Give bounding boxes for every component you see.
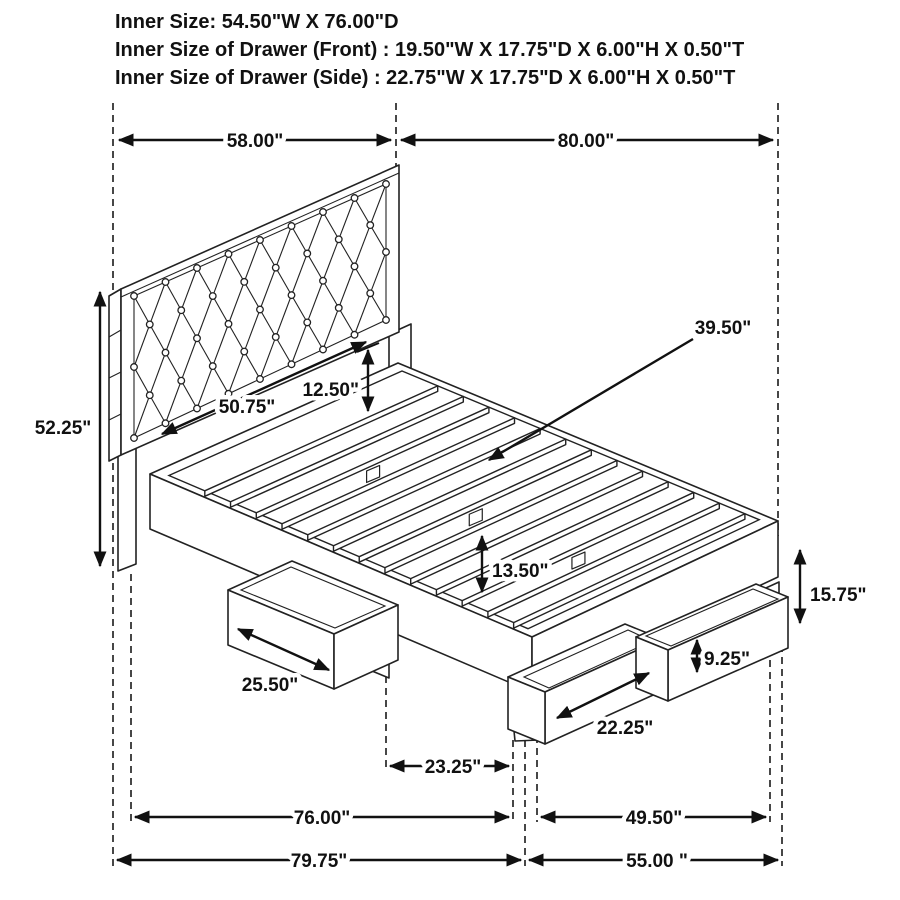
dim-label-side-drawer-depth: 25.50" — [241, 675, 299, 696]
tuft-button — [288, 292, 295, 299]
tuft-button — [272, 264, 279, 271]
tuft-button — [209, 363, 216, 370]
tuft-button — [367, 290, 374, 297]
tuft-button — [162, 420, 169, 427]
tuft-button — [288, 361, 295, 368]
tuft-button — [194, 405, 201, 412]
tuft-button — [131, 435, 138, 442]
tuft-button — [131, 364, 138, 371]
tuft-button — [146, 392, 153, 399]
dim-label-headboard-height: 52.25" — [34, 418, 92, 439]
tuft-button — [162, 279, 169, 286]
spec-line-drawer-front: Inner Size of Drawer (Front) : 19.50"W X 17.75"D X 6.00"H X 0.50"T — [115, 39, 745, 61]
tuft-button — [146, 321, 153, 328]
tuft-button — [351, 331, 358, 338]
tuft-button — [257, 237, 264, 244]
tuft-button — [335, 305, 342, 312]
dim-label-headboard-to-slats: 12.50" — [302, 380, 359, 401]
dim-label-total-length: 79.75" — [290, 851, 348, 872]
tuft-button — [383, 317, 390, 324]
tuft-button — [367, 222, 374, 229]
tuft-button — [335, 236, 342, 243]
tuft-button — [178, 377, 185, 384]
dim-label-right-span-upper: 49.50" — [625, 808, 683, 829]
dim-label-headboard-panel-width: 50.75" — [218, 397, 276, 418]
tuft-button — [351, 263, 358, 270]
tuft-button — [225, 251, 232, 258]
tuft-button — [241, 279, 248, 286]
tuft-button — [209, 293, 216, 300]
tuft-button — [225, 321, 232, 328]
tuft-button — [194, 335, 201, 342]
tuft-button — [383, 181, 390, 188]
tuft-button — [257, 306, 264, 313]
tuft-button — [131, 293, 138, 300]
spec-line-inner-size: Inner Size: 54.50"W X 76.00"D — [115, 11, 399, 33]
tuft-button — [320, 346, 327, 353]
leader-arrow-39-50 — [489, 339, 693, 460]
tuft-button — [257, 376, 264, 383]
dim-label-front-drawer-depth: 22.25" — [596, 718, 654, 739]
spec-header — [115, 8, 744, 92]
tuft-button — [288, 223, 295, 230]
tuft-button — [241, 348, 248, 355]
tuft-button — [320, 277, 327, 284]
tuft-button — [320, 209, 327, 216]
dim-label-slat-length: 39.50" — [694, 318, 752, 339]
tuft-button — [304, 250, 311, 257]
tuft-button — [304, 319, 311, 326]
dim-label-bed-length: 80.00" — [557, 131, 615, 152]
tuft-button — [194, 265, 201, 272]
dim-label-headboard-width: 58.00" — [226, 131, 284, 152]
tuft-button — [272, 334, 279, 341]
dim-label-frame-height: 15.75" — [810, 585, 867, 606]
dim-label-drawer-height: 9.25" — [704, 649, 750, 670]
dim-label-deck-height: 13.50" — [492, 561, 549, 582]
spec-line-drawer-side: Inner Size of Drawer (Side) : 22.75"W X 17.75"D X 6.00"H X 0.50"T — [115, 67, 736, 89]
dim-label-right-span-lower: 55.00 " — [626, 851, 688, 872]
bed-drawing — [109, 165, 788, 744]
tuft-button — [178, 307, 185, 314]
tuft-button — [383, 249, 390, 256]
tuft-button — [351, 195, 358, 202]
dim-label-leg-spacing: 23.25" — [424, 757, 482, 778]
dim-label-inner-length: 76.00" — [293, 808, 351, 829]
tuft-button — [162, 349, 169, 356]
